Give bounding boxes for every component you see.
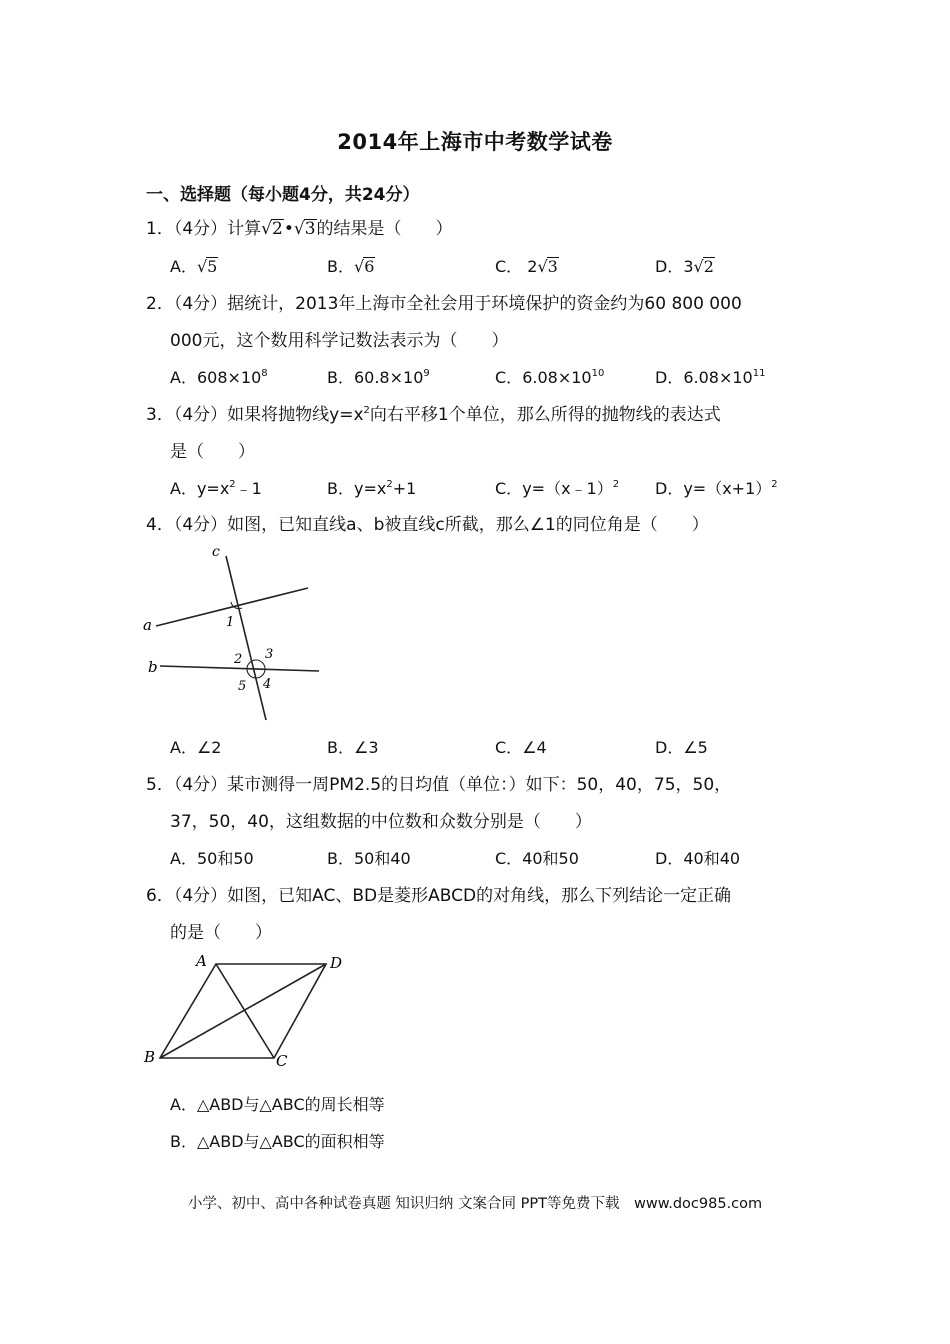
exponent: 2 [612, 479, 620, 490]
option-text: y=（x﹣1） [522, 479, 613, 498]
question-3-continued: 是（ ） [170, 442, 255, 462]
option-label: B． [327, 479, 354, 498]
option-label: D． [655, 368, 684, 387]
option-label: B． [170, 1132, 197, 1151]
question-number: 2． [146, 294, 174, 314]
question-score: （4分） [173, 886, 228, 906]
question-number: 6． [146, 886, 174, 906]
question-3 [146, 404, 721, 426]
exponent: 10 [591, 368, 605, 379]
option-a [170, 737, 221, 759]
option-text: 6.08×10 [683, 368, 753, 387]
option-label: B． [327, 849, 354, 868]
option-label: B． [327, 738, 354, 757]
option-a [170, 478, 262, 500]
sqrt-expression: √3 [537, 257, 558, 276]
option-text: ∠5 [683, 738, 708, 757]
exponent: 9 [423, 368, 430, 379]
question-5 [146, 774, 731, 796]
section-header: 一、选择题（每小题4分，共24分） [146, 185, 420, 205]
question-text: 如图，已知直线a、b被直线c所截，那么∠1的同位角是（ ） [227, 515, 709, 535]
exponent: 8 [261, 368, 268, 379]
question-1 [146, 218, 453, 240]
option-text: 60.8×10 [353, 368, 424, 387]
option-label: B． [327, 257, 354, 276]
question-text: 的结果是（ ） [316, 219, 453, 239]
option-label: A． [170, 1095, 197, 1114]
option-label: C． [495, 849, 523, 868]
question-score: （4分） [173, 405, 228, 425]
page-title: 2014年上海市中考数学试卷 [337, 130, 613, 154]
vertex-d-label: D [330, 954, 343, 972]
option-label: A． [170, 479, 197, 498]
question-score: （4分） [173, 775, 228, 795]
option-label: C． [495, 368, 523, 387]
exponent: 2 [771, 479, 778, 490]
option-text: y=x [196, 479, 230, 498]
sqrt-expression: √3 [293, 219, 316, 239]
option-text: △ABD与△ABC的面积相等 [196, 1132, 385, 1151]
line-c [226, 556, 266, 720]
option-c [495, 367, 604, 389]
option-b [327, 737, 379, 759]
option-label: D． [655, 849, 684, 868]
option-label: C． [495, 257, 523, 276]
option-a [170, 367, 268, 389]
option-b [170, 1131, 385, 1153]
question-number: 3． [146, 405, 174, 425]
question-4 [146, 514, 709, 536]
option-label: A． [170, 738, 197, 757]
radicand: 3 [547, 257, 558, 276]
label-4: 4 [263, 677, 272, 692]
option-a [170, 848, 254, 870]
option-c [495, 848, 579, 870]
label-5: 5 [238, 679, 247, 694]
exponent: 11 [752, 368, 766, 379]
question-text: 计算 [227, 219, 262, 239]
radicand: 6 [364, 257, 375, 276]
question-score: （4分） [173, 515, 228, 535]
question-score: （4分） [173, 219, 228, 239]
question-number: 5． [146, 775, 174, 795]
question-2 [146, 293, 742, 315]
radicand: 5 [207, 257, 218, 276]
label-1: 1 [226, 615, 235, 630]
label-c: c [212, 544, 220, 560]
question-5-continued: 37，50，40，这组数据的中位数和众数分别是（ ） [170, 812, 592, 832]
option-d [655, 737, 708, 759]
option-label: A． [170, 368, 197, 387]
option-c [495, 256, 559, 278]
question-text: 某市测得一周PM2.5的日均值（单位：）如下：50，40，75，50， [227, 775, 732, 795]
radicand: 3 [304, 219, 316, 239]
question-number: 1． [146, 219, 174, 239]
option-b [327, 367, 430, 389]
option-label: C． [495, 738, 523, 757]
option-text: ∠3 [353, 738, 379, 757]
option-d [655, 367, 765, 389]
label-a: a [143, 616, 152, 634]
multiply-dot: • [283, 219, 294, 239]
label-2: 2 [234, 652, 243, 667]
option-label: B． [327, 368, 354, 387]
vertex-c-label: C [276, 1052, 288, 1070]
option-text: ∠2 [196, 738, 222, 757]
option-b [327, 478, 416, 500]
option-label: D． [655, 738, 684, 757]
sqrt-expression: √2 [693, 257, 714, 276]
question-text: 向右平移1个单位，那么所得的抛物线的表达式 [369, 405, 721, 425]
option-text: 40和40 [683, 849, 741, 868]
question-2-continued: 000元，这个数用科学记数法表示为（ ） [170, 331, 509, 351]
coefficient: 3 [683, 257, 694, 276]
option-text: +1 [392, 479, 417, 498]
option-text: 608×10 [196, 368, 262, 387]
radicand: 2 [272, 219, 283, 239]
option-text: 6.08×10 [522, 368, 592, 387]
page-footer: 小学、初中、高中各种试卷真题 知识归纳 文案合同 PPT等免费下载 www.doc985.com [187, 1196, 763, 1212]
exponent: 2 [229, 479, 236, 490]
option-text: y=（x+1） [683, 479, 772, 498]
option-c [495, 478, 619, 500]
sqrt-expression: √5 [196, 257, 218, 276]
vertex-a-label: A [196, 952, 207, 970]
coefficient: 2 [527, 257, 538, 276]
diagonal-ac [216, 964, 274, 1058]
option-text: ﹣1 [235, 479, 262, 498]
option-text: 40和50 [522, 849, 579, 868]
option-label: D． [655, 257, 684, 276]
question-text: 如图，已知AC、BD是菱形ABCD的对角线，那么下列结论一定正确 [227, 886, 732, 906]
option-label: A． [170, 849, 197, 868]
diagonal-bd [160, 964, 326, 1058]
option-label: C． [495, 479, 523, 498]
option-b [327, 256, 375, 278]
sqrt-expression: √6 [353, 257, 375, 276]
vertex-b-label: B [144, 1048, 156, 1066]
question-6-continued: 的是（ ） [170, 923, 272, 943]
question-text: 据统计，2013年上海市全社会用于环境保护的资金约为60 800 000 [227, 294, 742, 314]
sqrt-expression: √2 [261, 219, 283, 239]
option-label: D． [655, 479, 684, 498]
option-a [170, 256, 218, 278]
parallel-lines-figure [138, 542, 328, 727]
question-6 [146, 885, 731, 907]
rhombus-figure [138, 950, 353, 1072]
option-text: ∠4 [522, 738, 547, 757]
option-text: y=x [353, 479, 387, 498]
option-b [327, 848, 411, 870]
question-score: （4分） [173, 294, 228, 314]
question-text: 如果将抛物线y=x [227, 405, 364, 425]
option-text: 50和50 [196, 849, 254, 868]
option-d [655, 848, 740, 870]
label-3: 3 [265, 647, 274, 662]
option-d [655, 256, 715, 278]
label-b: b [148, 658, 158, 676]
option-text: △ABD与△ABC的周长相等 [196, 1095, 385, 1114]
exponent: 2 [386, 479, 393, 490]
option-a [170, 1094, 385, 1116]
option-text: 50和40 [353, 849, 411, 868]
exponent: 2 [363, 405, 370, 416]
option-c [495, 737, 547, 759]
radicand: 2 [703, 257, 714, 276]
option-d [655, 478, 778, 500]
option-label: A． [170, 257, 197, 276]
question-number: 4． [146, 515, 174, 535]
